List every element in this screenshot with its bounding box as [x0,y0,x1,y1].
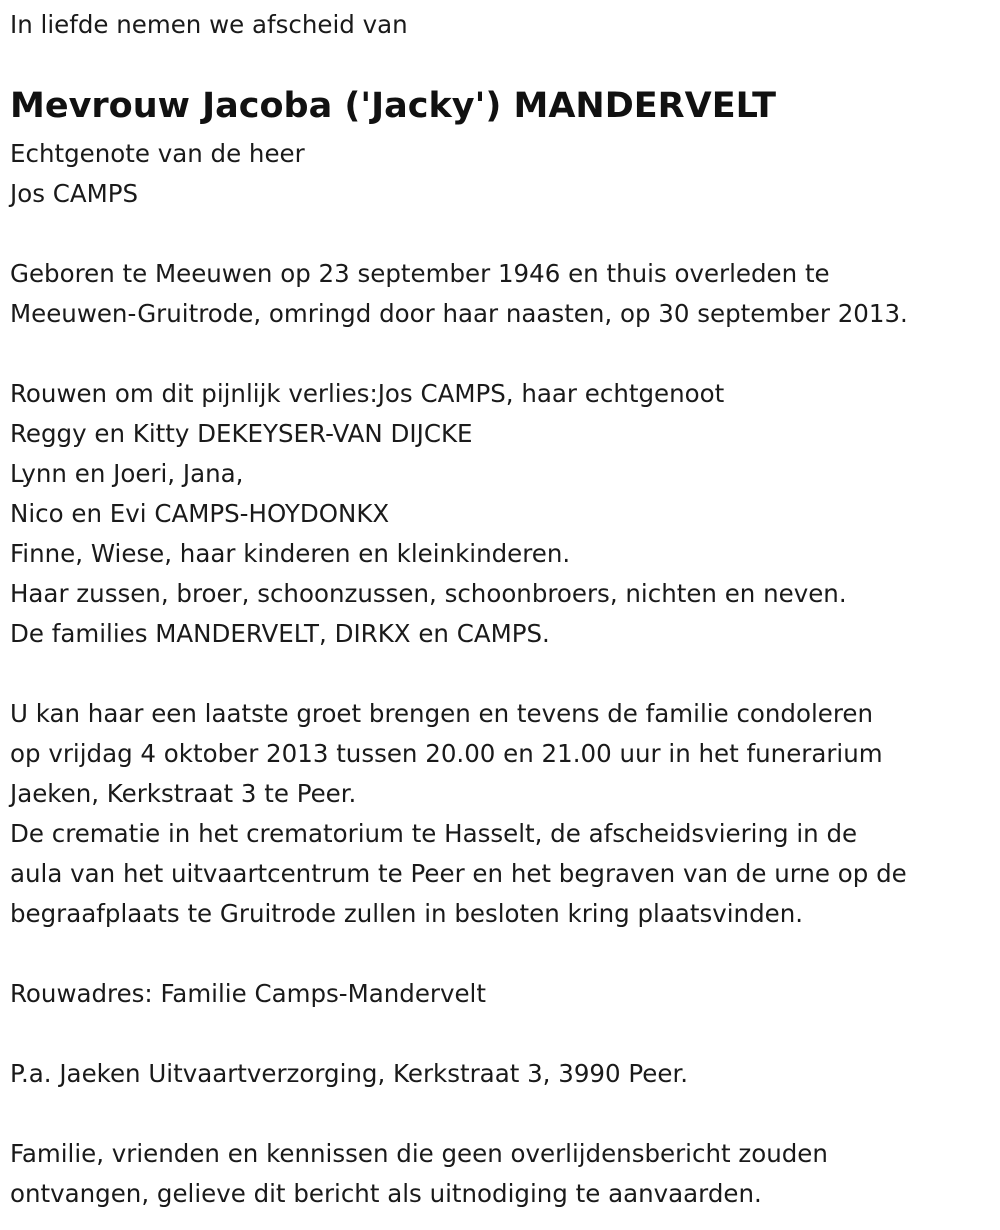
visitation-line: De crematie in het crematorium te Hasselt, de afscheidsviering in de [10,819,858,848]
mourners-line: Finne, Wiese, haar kinderen en kleinkinderen. [10,539,571,568]
visitation-line: U kan haar een laatste groet brengen en tevens de familie condoleren [10,699,873,728]
mourners-line: Haar zussen, broer, schoonzussen, schoonbroers, nichten en neven. [10,579,847,608]
closing-line: ontvangen, gelieve dit bericht als uitnodiging te aanvaarden. [10,1179,762,1208]
intro-text: In liefde nemen we afscheid van [10,10,408,39]
spouse-line-1: Echtgenote van de heer [10,139,305,168]
mourners-line: De families MANDERVELT, DIRKX en CAMPS. [10,619,550,648]
closing-line: Familie, vrienden en kennissen die geen overlijdensbericht zouden [10,1139,828,1168]
visitation-line: Jaeken, Kerkstraat 3 te Peer. [10,779,357,808]
spouse-line-2: Jos CAMPS [10,179,139,208]
birth-death-line-2: Meeuwen-Gruitrode, omringd door haar naasten, op 30 september 2013. [10,299,908,328]
mourners-line: Reggy en Kitty DEKEYSER-VAN DIJCKE [10,419,473,448]
visitation-line: op vrijdag 4 oktober 2013 tussen 20.00 en 21.00 uur in het funerarium [10,739,883,768]
mourners-line: Rouwen om dit pijnlijk verlies:Jos CAMPS, haar echtgenoot [10,379,725,408]
deceased-name: Mevrouw Jacoba ('Jacky') MANDERVELT [10,86,777,126]
birth-death-line-1: Geboren te Meeuwen op 23 september 1946 en thuis overleden te [10,259,830,288]
mourning-address: Rouwadres: Familie Camps-Mandervelt [10,979,486,1008]
visitation-line: aula van het uitvaartcentrum te Peer en het begraven van de urne op de [10,859,907,888]
mourners-line: Nico en Evi CAMPS-HOYDONKX [10,499,390,528]
undertaker-address: P.a. Jaeken Uitvaartverzorging, Kerkstraat 3, 3990 Peer. [10,1059,689,1088]
mourners-line: Lynn en Joeri, Jana, [10,459,244,488]
visitation-line: begraafplaats te Gruitrode zullen in besloten kring plaatsvinden. [10,899,804,928]
